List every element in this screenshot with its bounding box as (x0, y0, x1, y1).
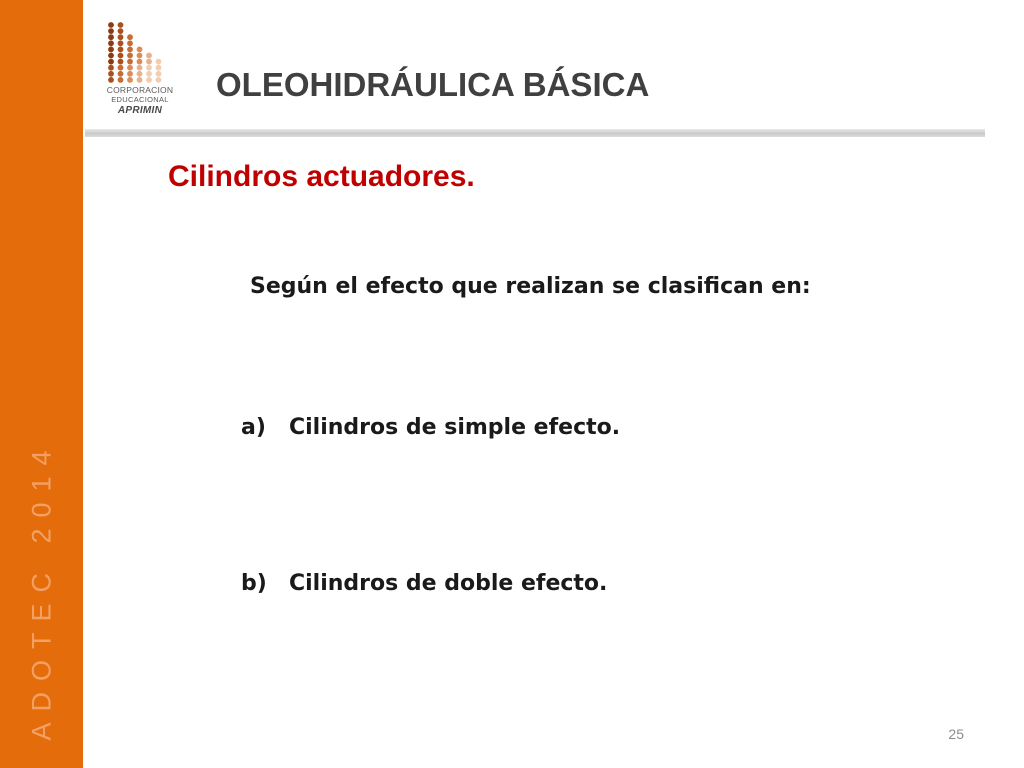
logo-dot (118, 47, 124, 53)
list-item (241, 571, 607, 597)
logo-dot (118, 65, 124, 71)
logo-dot (108, 59, 114, 65)
page-title: OLEOHIDRÁULICA BÁSICA (216, 66, 650, 103)
list-item-text: Cilindros de doble efecto. (289, 571, 608, 596)
logo-dot (118, 53, 124, 59)
logo-dot (156, 59, 162, 65)
logo-dot (127, 65, 133, 71)
logo-dot (108, 28, 114, 34)
list-item (241, 415, 620, 441)
logo-dot (108, 65, 114, 71)
logo-dot (146, 65, 152, 71)
logo-dot (146, 59, 152, 65)
logo-dot (137, 59, 143, 65)
logo-dot (156, 65, 162, 71)
logo-dot (137, 77, 143, 83)
logo-dot (127, 47, 133, 53)
logo-dot (118, 40, 124, 46)
logo-dot (118, 28, 124, 34)
logo-dot (127, 34, 133, 40)
logo-dot (137, 71, 143, 77)
logo-dot (108, 77, 114, 83)
intro-paragraph: Según el efecto que realizan se clasifican en: (250, 274, 811, 299)
logo-dot (118, 59, 124, 65)
logo-dot (108, 47, 114, 53)
title-divider (85, 129, 985, 137)
logo-line-2: EDUCACIONAL (111, 95, 169, 104)
logo-line-1: CORPORACION (106, 85, 174, 95)
logo-dot (127, 77, 133, 83)
logo-dot (127, 59, 133, 65)
logo-dot (146, 53, 152, 59)
logo-dot (127, 71, 133, 77)
logo-dot (137, 47, 143, 53)
logo-dot (108, 40, 114, 46)
logo-dot (108, 34, 114, 40)
page-number: 25 (948, 726, 964, 742)
logo-dot (108, 71, 114, 77)
logo-dot (118, 34, 124, 40)
logo-dot-mark (106, 20, 174, 84)
list-item-marker: b) (241, 571, 267, 596)
logo-dot (127, 53, 133, 59)
logo-dot (127, 40, 133, 46)
logo-line-3: APRIMIN (117, 105, 163, 116)
logo-dot (108, 22, 114, 28)
list-item-text: Cilindros de simple efecto. (289, 415, 621, 440)
logo-dot (118, 77, 124, 83)
logo-dot (118, 71, 124, 77)
logo-dot (108, 53, 114, 59)
logo-dot (156, 71, 162, 77)
section-subtitle: Cilindros actuadores. (168, 160, 475, 193)
vertical-year-text: ADOTEC 2014 (26, 439, 57, 741)
logo-dot (137, 65, 143, 71)
logo-dot (146, 71, 152, 77)
aprimin-logo (106, 20, 174, 120)
list-item-marker: a) (241, 415, 266, 440)
logo-dot (137, 53, 143, 59)
logo-dot (118, 22, 124, 28)
logo-dot (156, 77, 162, 83)
logo-dot (146, 77, 152, 83)
